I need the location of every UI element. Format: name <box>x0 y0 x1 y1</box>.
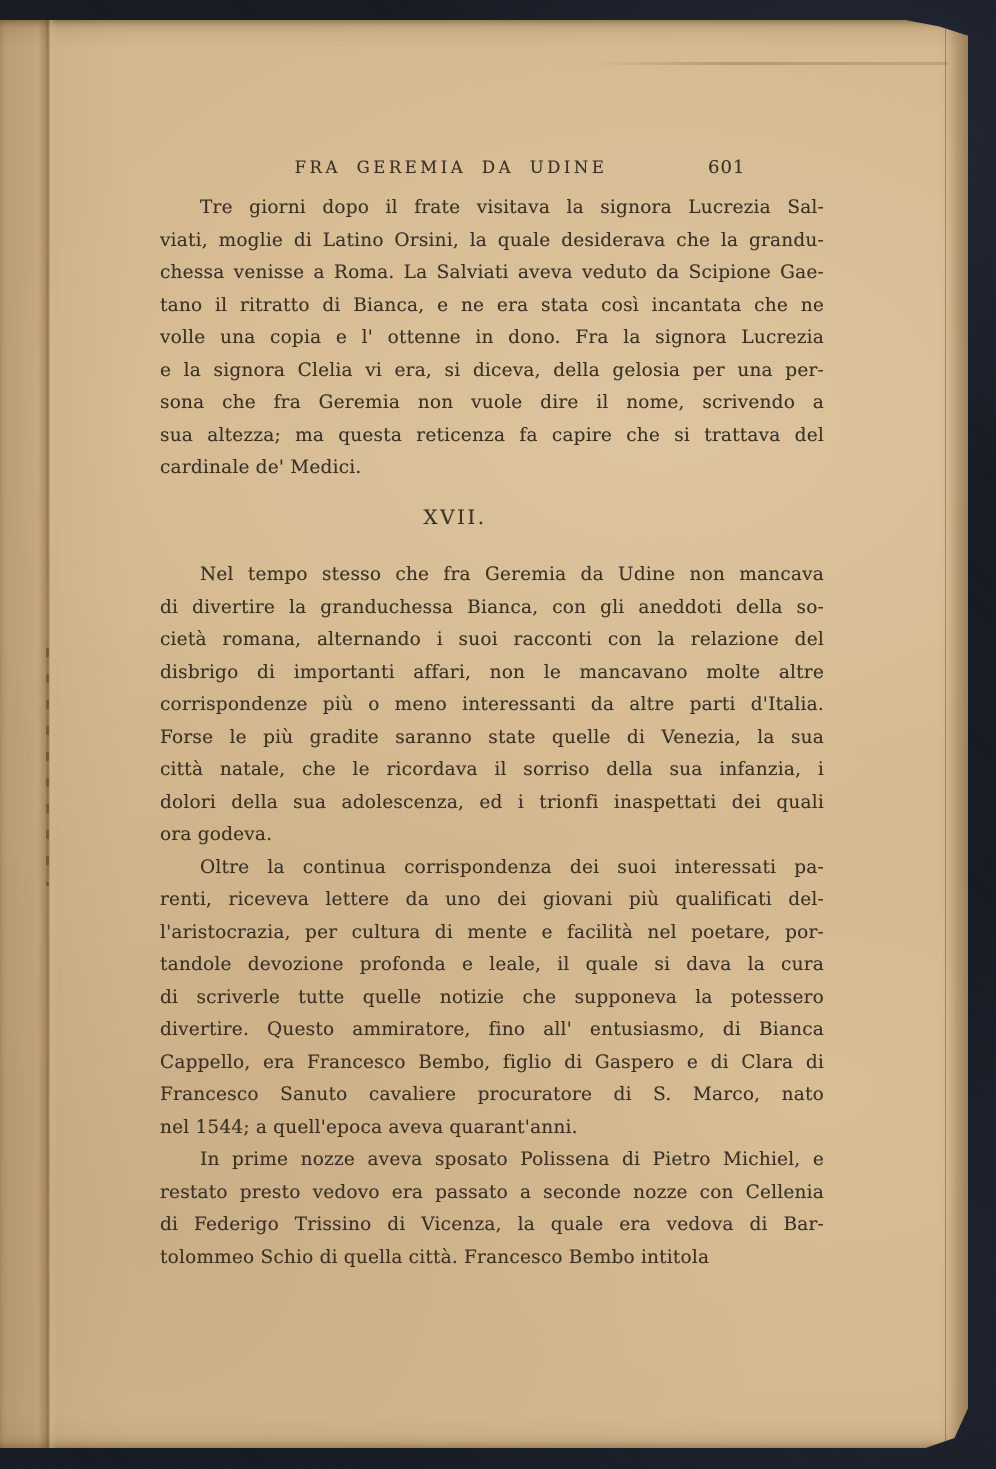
paragraph <box>160 1144 824 1274</box>
text-line: di divertire la granduchessa Bianca, con gli aneddoti della so- <box>160 596 824 618</box>
text-line: Francesco Sanuto cavaliere procuratore di S. Marco, nato <box>160 1084 824 1105</box>
paragraph <box>160 559 824 852</box>
text-line: cardinale de' Medici. <box>160 457 362 478</box>
page-right-edge <box>945 20 968 1448</box>
text-line: Tre giorni dopo il frate visitava la signora Lucrezia Sal- <box>200 197 824 218</box>
text-line: viati, moglie di Latino Orsini, la quale desiderava che la grandu- <box>160 229 824 251</box>
underlying-page-edge <box>588 62 948 65</box>
body-text <box>160 192 824 1274</box>
text-line: chessa venisse a Roma. La Salviati aveva veduto da Scipione Gae- <box>160 262 824 283</box>
text-line: In prime nozze aveva sposato Polissena di Pietro Michiel, e <box>200 1149 824 1170</box>
text-line: nel 1544; a quell'epoca aveva quarant'anni. <box>160 1116 578 1138</box>
text-line: tano il ritratto di Bianca, e ne era stata così incantata che ne <box>160 294 824 316</box>
text-line: disbrigo di importanti affari, non le mancavano molte altre <box>160 661 824 683</box>
section-heading: XVII. <box>423 504 487 529</box>
text-line: sua altezza; ma questa reticenza fa capire che si trattava del <box>160 424 824 446</box>
text-line: Forse le più gradite saranno state quelle di Venezia, la sua <box>160 726 824 748</box>
text-line: tandole devozione profonda e leale, il quale si dava la cura <box>160 954 824 975</box>
text-line: dolori della sua adolescenza, ed i trionfi inaspettati dei quali <box>160 791 824 813</box>
text-line: tolommeo Schio di quella città. Francesco Bembo intitola <box>160 1246 710 1268</box>
text-line: renti, riceveva lettere da uno dei giovani più qualificati del- <box>160 889 824 910</box>
running-head <box>0 158 996 184</box>
text-line: corrispondenze più o meno interessanti da altre parti d'Italia. <box>160 694 824 715</box>
text-line: cietà romana, alternando i suoi racconti con la relazione del <box>160 629 824 650</box>
running-title: FRA GEREMIA DA UDINE <box>294 158 608 177</box>
text-line: ora godeva. <box>160 824 273 845</box>
text-line: volle una copia e l' ottenne in dono. Fra la signora Lucrezia <box>160 327 824 348</box>
text-line: restato presto vedovo era passato a seconde nozze con Cellenia <box>160 1181 824 1203</box>
text-line: di scriverle tutte quelle notizie che supponeva la potessero <box>160 986 824 1008</box>
text-line: Nel tempo stesso che fra Geremia da Udine non mancava <box>200 564 824 585</box>
paragraph <box>160 192 824 485</box>
text-line: e la signora Clelia vi era, si diceva, della gelosia per una per- <box>160 359 824 381</box>
text-line: sona che fra Geremia non vuole dire il nome, scrivendo a <box>160 392 824 413</box>
paragraph <box>160 852 824 1145</box>
text-line: di Federigo Trissino di Vicenza, la quale era vedova di Bar- <box>160 1214 824 1235</box>
text-line: l'aristocrazia, per cultura di mente e facilità nel poetare, por- <box>160 921 824 943</box>
page-number: 601 <box>708 157 746 178</box>
text-line: Oltre la continua corrispondenza dei suoi interessati pa- <box>200 856 824 878</box>
text-line: divertire. Questo ammiratore, fino all' entusiasmo, di Bianca <box>160 1019 824 1040</box>
binding-stitch-marks <box>46 648 49 886</box>
text-line: città natale, che le ricordava il sorriso della sua infanzia, i <box>160 759 824 780</box>
text-line: Cappello, era Francesco Bembo, figlio di Gaspero e di Clara di <box>160 1051 824 1073</box>
